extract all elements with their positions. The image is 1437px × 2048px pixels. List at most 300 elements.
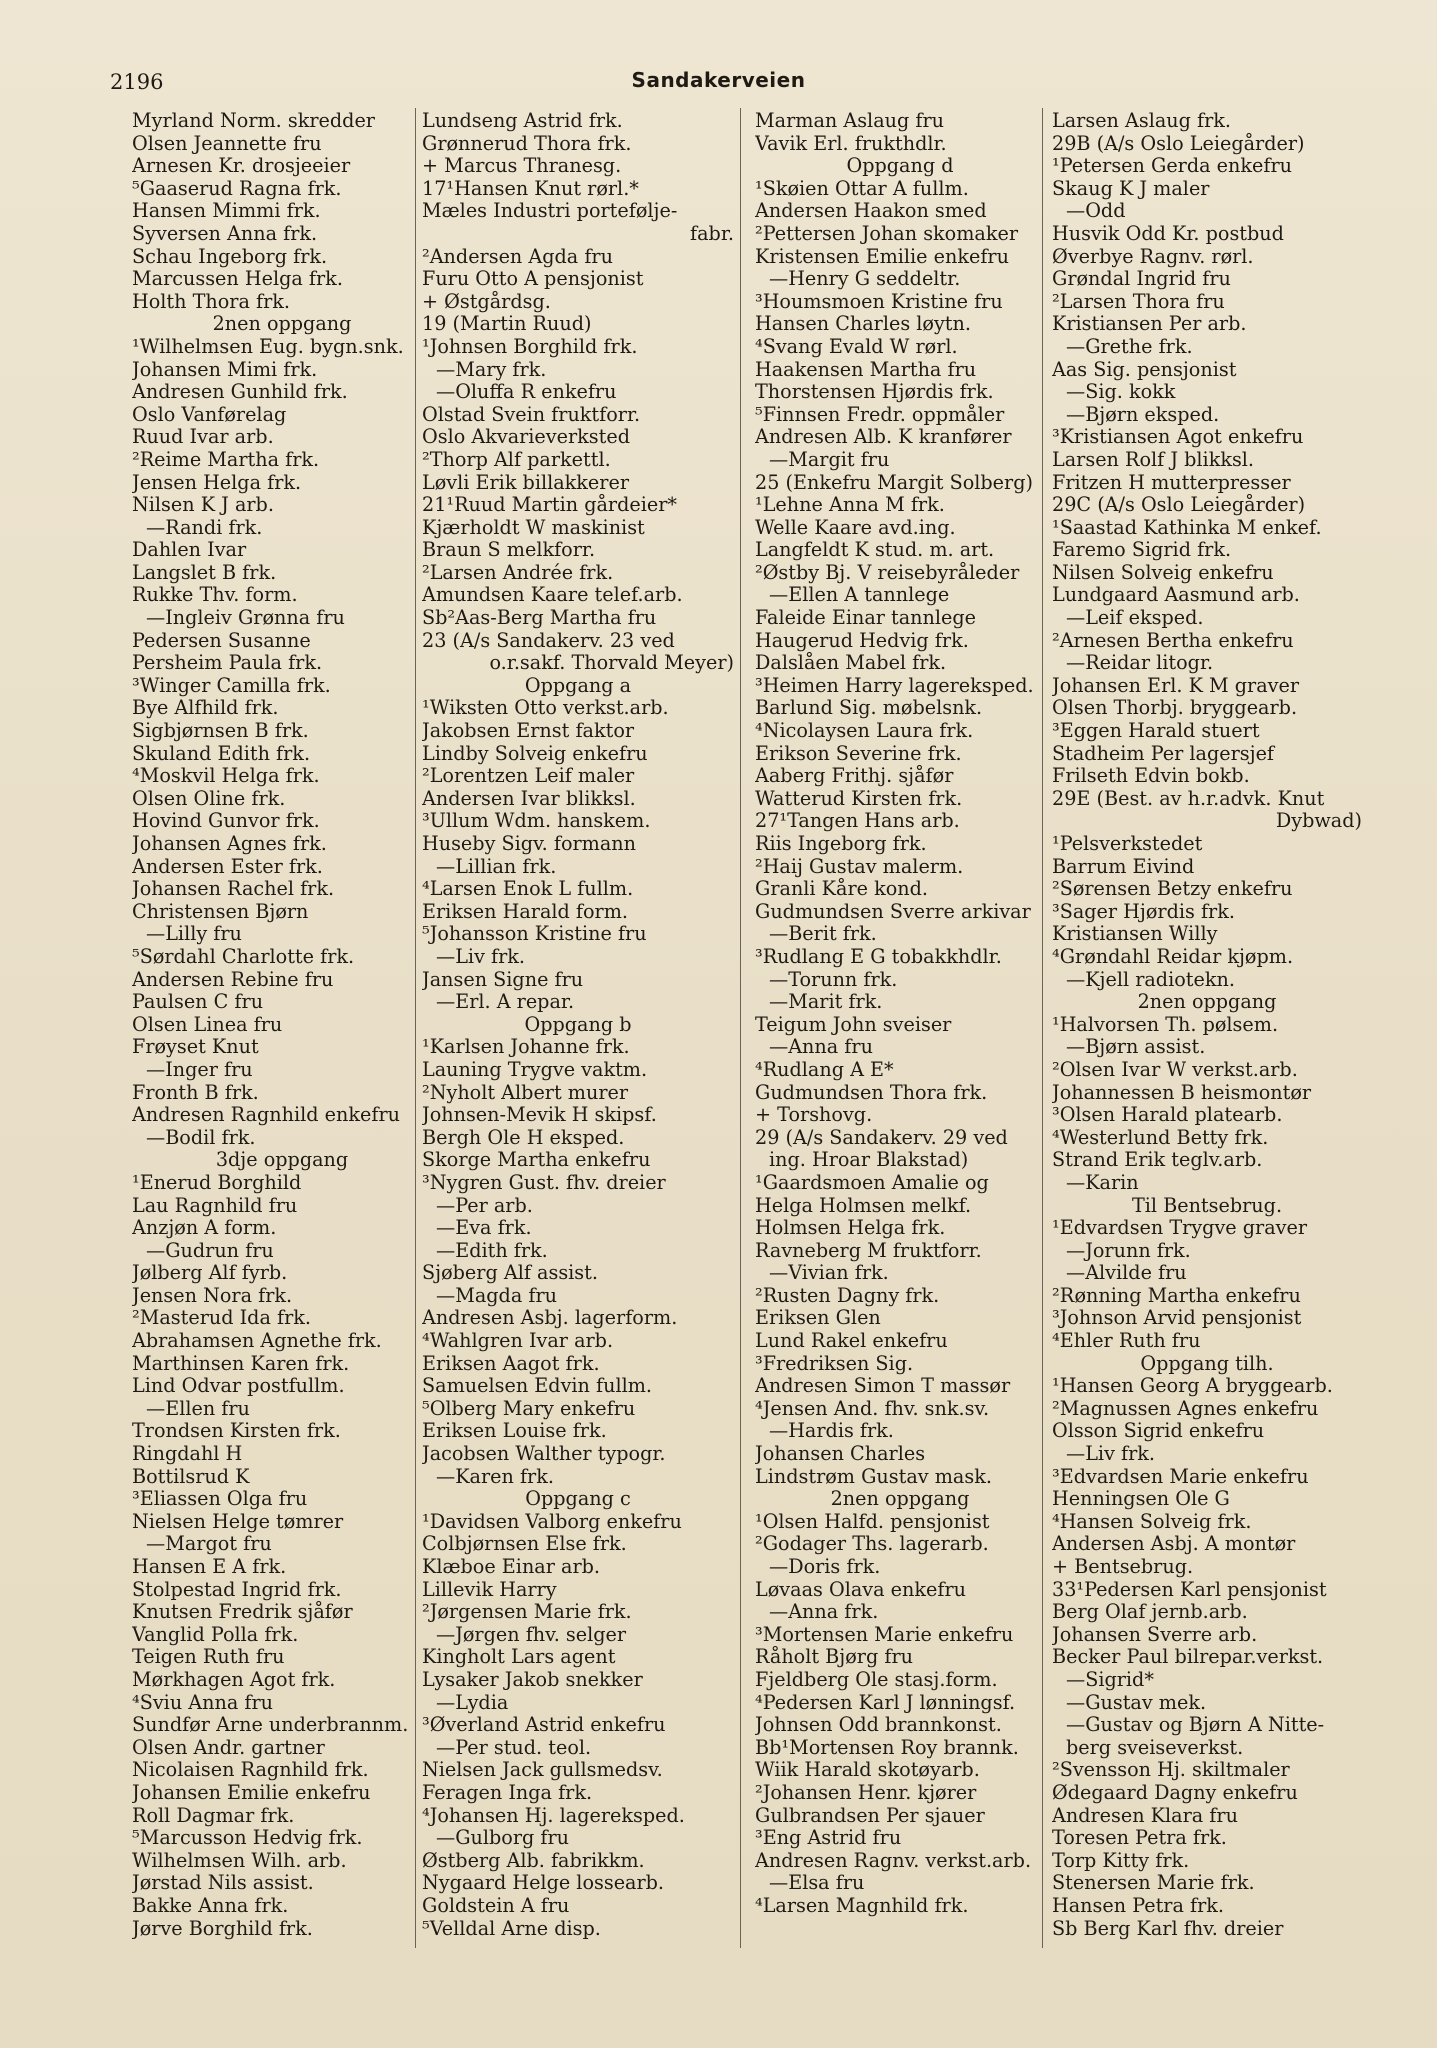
directory-entry: Jensen Nora frk. <box>132 1284 293 1307</box>
directory-entry: ²Østby Bj. V reisebyråleder <box>755 561 1020 584</box>
directory-entry: Hansen Charles løytn. <box>755 313 971 336</box>
directory-entry: Watterud Kirsten frk. <box>755 787 963 810</box>
directory-entry: ¹Edvardsen Trygve graver <box>1052 1217 1308 1240</box>
directory-entry: Haugerud Hedvig frk. <box>755 629 969 652</box>
directory-entry: Jacobsen Walther typogr. <box>422 1443 666 1466</box>
directory-entry: Erikson Severine frk. <box>755 742 962 765</box>
directory-entry: 17¹Hansen Knut rørl.* <box>422 177 639 200</box>
directory-entry: ³Johnson Arvid pensjonist <box>1052 1307 1302 1330</box>
directory-entry: ¹Petersen Gerda enkefru <box>1052 155 1292 178</box>
directory-entry: Til Bentsebrug. <box>1131 1194 1283 1217</box>
directory-entry: Toresen Petra frk. <box>1052 1827 1227 1850</box>
directory-entry: Frøyset Knut <box>132 1036 259 1059</box>
directory-entry: ²Olsen Ivar W verkst.arb. <box>1052 1058 1298 1081</box>
directory-entry: ⁴Larsen Enok L fullm. <box>422 878 634 901</box>
directory-entry: Vanglid Polla frk. <box>132 1623 299 1646</box>
directory-entry: Olstad Svein fruktforr. <box>422 403 641 426</box>
directory-entry: ²Arnesen Bertha enkefru <box>1052 629 1294 652</box>
directory-entry: 2nen oppgang <box>212 313 352 336</box>
directory-entry: Launing Trygve vaktm. <box>422 1058 648 1081</box>
directory-entry: 25 (Enkefru Margit Solberg) <box>755 471 1033 494</box>
directory-entry: Wilhelmsen Wilh. arb. <box>132 1849 347 1872</box>
directory-entry: Hansen Mimmi frk. <box>132 200 321 223</box>
directory-entry: ³Kristiansen Agot enkefru <box>1052 426 1304 449</box>
directory-entry: Welle Kaare avd.ing. <box>755 516 956 539</box>
directory-entry: ⁵Marcusson Hedvig frk. <box>132 1827 363 1850</box>
directory-entry: 23 (A/s Sandakerv. 23 ved <box>422 629 675 652</box>
directory-entry: ²Jørgensen Marie frk. <box>422 1601 632 1624</box>
directory-entry: Kjærholdt W maskinist <box>422 516 645 539</box>
directory-entry: 27¹Tangen Hans arb. <box>755 810 960 833</box>
directory-entry: ²Thorp Alf parkettl. <box>422 448 611 471</box>
directory-entry: —Hardis frk. <box>769 1420 894 1443</box>
directory-entry: Lindby Solveig enkefru <box>422 742 648 765</box>
directory-entry: Ravneberg M fruktforr. <box>755 1239 982 1262</box>
directory-entry: Oppgang a <box>524 674 632 697</box>
directory-entry: ¹Pelsverkstedet <box>1052 833 1203 855</box>
directory-entry: Olsen Thorbj. bryggearb. <box>1052 697 1298 720</box>
directory-entry: Johansen Agnes frk. <box>132 833 327 855</box>
directory-entry: Helga Holmsen melkf. <box>755 1194 972 1217</box>
directory-entry: ⁴Wahlgren Ivar arb. <box>422 1330 614 1353</box>
directory-entry: Andresen Alb. K kranfører <box>755 426 1012 449</box>
directory-entry: Øverbye Ragnv. rørl. <box>1052 245 1254 268</box>
directory-entry: ⁵Sørdahl Charlotte frk. <box>132 945 355 968</box>
directory-entry: Marcussen Helga frk. <box>132 268 343 291</box>
directory-entry: —Margot fru <box>146 1533 272 1556</box>
directory-entry: ¹Enerud Borghild <box>132 1171 302 1194</box>
directory-column-1 <box>132 110 432 1940</box>
directory-entry: Andersen Asbj. A montør <box>1052 1533 1296 1556</box>
directory-entry: ²Svensson Hj. skiltmaler <box>1052 1759 1290 1782</box>
directory-entry: Lindstrøm Gustav mask. <box>755 1465 992 1488</box>
directory-entry: 2nen oppgang <box>1137 991 1277 1014</box>
directory-entry: Kristiansen Per arb. <box>1052 313 1247 336</box>
directory-entry: Olsen Jeannette fru <box>132 132 322 155</box>
directory-entry: Lau Ragnhild fru <box>132 1194 298 1217</box>
directory-entry: Andersen Rebine fru <box>132 968 334 991</box>
directory-entry: Johnsen-Mevik H skipsf. <box>422 1104 657 1127</box>
directory-entry: Olsen Linea fru <box>132 1013 283 1036</box>
directory-entry: ⁴Nicolaysen Laura frk. <box>755 720 974 743</box>
directory-entry: Teigum John sveiser <box>755 1013 952 1036</box>
directory-entry: 33¹Pedersen Karl pensjonist <box>1052 1578 1327 1601</box>
directory-entry: Andersen Ivar blikksl. <box>422 787 636 810</box>
directory-entry: Barrum Eivind <box>1052 855 1195 878</box>
directory-entry: Barlund Sig. møbelsnk. <box>755 697 983 720</box>
directory-entry: Goldstein A fru <box>422 1894 570 1917</box>
page-number: 2196 <box>110 70 164 94</box>
directory-entry: ²Haij Gustav malerm. <box>755 855 964 878</box>
directory-entry: ⁴Westerlund Betty frk. <box>1052 1126 1269 1149</box>
directory-entry: Riis Ingeborg frk. <box>755 833 927 855</box>
directory-entry: Skorge Martha enkefru <box>422 1149 651 1172</box>
directory-entry: —Randi frk. <box>146 516 263 539</box>
directory-entry: ³Houmsmoen Kristine fru <box>755 290 1003 313</box>
directory-entry: —Vivian frk. <box>769 1262 889 1285</box>
directory-entry: Oppgang d <box>846 155 954 178</box>
directory-entry: ³Eliassen Olga fru <box>132 1488 308 1511</box>
directory-entry: —Henry G seddeltr. <box>769 268 961 291</box>
directory-entry: Sigbjørnsen B frk. <box>132 720 309 743</box>
directory-entry: ²Reime Martha frk. <box>132 448 320 471</box>
directory-entry: Marman Aslaug fru <box>755 110 944 132</box>
directory-column-3 <box>755 110 1045 1918</box>
directory-entry: Roll Dagmar frk. <box>132 1804 295 1827</box>
directory-entry: Lundseng Astrid frk. <box>422 110 623 132</box>
directory-entry: Samuelsen Edvin fullm. <box>422 1375 653 1398</box>
directory-entry: Skuland Edith frk. <box>132 742 311 765</box>
directory-entry: Abrahamsen Agnethe frk. <box>132 1330 382 1353</box>
directory-entry: —Eva frk. <box>436 1217 532 1240</box>
directory-entry: ¹Johnsen Borghild frk. <box>422 335 638 358</box>
directory-entry: ³Edvardsen Marie enkefru <box>1052 1465 1309 1488</box>
directory-entry: ⁵Velldal Arne disp. <box>422 1917 601 1940</box>
directory-entry: —Leif eksped. <box>1066 607 1204 630</box>
directory-entry: Andresen Klara fru <box>1052 1804 1238 1827</box>
directory-entry: —Gustav mek. <box>1066 1691 1207 1714</box>
directory-entry: Fjeldberg Ole stasj.form. <box>755 1668 998 1691</box>
directory-entry: Eriksen Louise frk. <box>422 1420 607 1443</box>
directory-entry: Løvaas Olava enkefru <box>755 1578 966 1601</box>
directory-entry: —Bjørn assist. <box>1066 1036 1206 1059</box>
directory-entry: —Lillian frk. <box>436 855 557 878</box>
directory-entry: Sb Berg Karl fhv. dreier <box>1052 1917 1284 1940</box>
directory-entry: Teigen Ruth fru <box>132 1646 285 1669</box>
directory-entry: Johannessen B heismontør <box>1052 1081 1312 1104</box>
directory-entry: ³Fredriksen Sig. <box>755 1352 914 1375</box>
directory-entry: ³Eng Astrid fru <box>755 1827 902 1850</box>
directory-entry: Mæles Industri portefølje- <box>422 200 678 223</box>
directory-entry: Dalslåen Mabel frk. <box>755 652 947 675</box>
directory-entry: Paulsen C fru <box>132 991 264 1014</box>
directory-entry: Larsen Rolf J blikksl. <box>1052 448 1255 471</box>
directory-entry: Aas Sig. pensjonist <box>1052 358 1237 381</box>
directory-entry: Berg Olaf jernb.arb. <box>1052 1601 1248 1624</box>
directory-entry: —Inger fru <box>146 1058 253 1081</box>
directory-entry: Langfeldt K stud. m. art. <box>755 539 995 562</box>
directory-entry: ³Winger Camilla frk. <box>132 674 331 697</box>
directory-entry: 29E (Best. av h.r.advk. Knut <box>1052 787 1325 810</box>
directory-entry: Oppgang b <box>524 1013 632 1036</box>
directory-entry: Wiik Harald skotøyarb. <box>755 1759 980 1782</box>
directory-entry: Rukke Thv. form. <box>132 584 298 607</box>
directory-entry: Sundfør Arne underbrannm. <box>132 1714 409 1737</box>
directory-entry: Løvli Erik billakkerer <box>422 471 629 494</box>
directory-entry: Larsen Aslaug frk. <box>1052 110 1232 132</box>
directory-entry: 3dje oppgang <box>215 1149 349 1172</box>
directory-entry: —Anna fru <box>769 1036 873 1059</box>
directory-entry: —Erl. A repar. <box>436 991 575 1014</box>
directory-entry: Ringdahl H <box>132 1443 243 1466</box>
directory-entry: Nielsen Helge tømrer <box>132 1510 344 1533</box>
directory-entry: —Karin <box>1066 1171 1139 1194</box>
directory-entry: —Oluffa R enkefru <box>436 381 617 404</box>
directory-entry: ²Rønning Martha enkefru <box>1052 1284 1301 1307</box>
directory-entry: —Magda fru <box>436 1284 558 1307</box>
directory-entry: Jørstad Nils assist. <box>132 1872 314 1895</box>
directory-entry: + Marcus Thranesg. <box>422 155 622 178</box>
directory-entry: 2nen oppgang <box>830 1488 970 1511</box>
directory-entry: Eriksen Glen <box>755 1307 881 1330</box>
directory-entry: Andersen Haakon smed <box>755 200 987 223</box>
directory-entry: ²Larsen Thora fru <box>1052 290 1225 313</box>
directory-entry: —Gulborg fru <box>436 1827 570 1850</box>
directory-entry: Nielsen Jack gullsmedsv. <box>422 1759 663 1782</box>
directory-entry: ²Pettersen Johan skomaker <box>755 222 1019 245</box>
directory-entry: ¹Karlsen Johanne frk. <box>422 1036 630 1059</box>
directory-entry: Andersen Ester frk. <box>132 855 323 878</box>
directory-entry: Grønnerud Thora frk. <box>422 132 632 155</box>
directory-entry: Kristiansen Willy <box>1052 923 1218 946</box>
directory-column-4 <box>1052 110 1362 1940</box>
directory-entry: Oppgang tilh. <box>1140 1352 1274 1375</box>
directory-entry: —Ellen A tannlege <box>769 584 950 607</box>
directory-entry: Ruud Ivar arb. <box>132 426 274 449</box>
directory-entry: Ødegaard Dagny enkefru <box>1052 1781 1298 1804</box>
directory-entry: Østberg Alb. fabrikkm. <box>422 1849 645 1872</box>
directory-entry: ¹Saastad Kathinka M enkef. <box>1052 516 1322 539</box>
directory-entry: Klæboe Einar arb. <box>422 1556 600 1578</box>
directory-entry: Johnsen Odd brannkonst. <box>755 1714 1002 1737</box>
directory-entry: Jensen Helga frk. <box>132 471 302 494</box>
directory-entry: Huseby Sigv. formann <box>422 833 637 855</box>
directory-entry: ⁴Ehler Ruth fru <box>1052 1330 1201 1353</box>
directory-entry: Henningsen Ole G <box>1052 1488 1230 1511</box>
directory-entry: fabr. <box>690 222 734 245</box>
directory-entry: + Østgårdsg. <box>422 290 551 313</box>
directory-entry: ⁴Grøndahl Reidar kjøpm. <box>1052 945 1294 968</box>
directory-entry: ²Magnussen Agnes enkefru <box>1052 1397 1319 1420</box>
directory-entry: Johansen Charles <box>755 1443 926 1466</box>
directory-entry: —Grethe frk. <box>1066 335 1193 358</box>
directory-entry: ⁵Gaaserud Ragna frk. <box>132 177 342 200</box>
directory-entry: Knutsen Fredrik sjåfør <box>132 1601 353 1624</box>
directory-entry: Johansen Erl. K M graver <box>1052 674 1300 697</box>
directory-entry: —Odd <box>1066 200 1126 223</box>
directory-entry: ³Øverland Astrid enkefru <box>422 1714 666 1737</box>
directory-entry: Schau Ingeborg frk. <box>132 245 328 268</box>
directory-entry: Aaberg Frithj. sjåfør <box>755 765 954 788</box>
directory-entry: ³Heimen Harry lagereksped. <box>755 674 1034 697</box>
directory-entry: ¹Wiksten Otto verkst.arb. <box>422 697 669 720</box>
directory-entry: Becker Paul bilrepar.verkst. <box>1052 1646 1324 1669</box>
directory-entry: —Torunn frk. <box>769 968 898 991</box>
directory-entry: ²Andersen Agda fru <box>422 245 613 268</box>
directory-entry: Andresen Gunhild frk. <box>132 381 348 404</box>
directory-entry: ⁴Jensen And. fhv. snk.sv. <box>755 1397 990 1420</box>
directory-entry: ²Johansen Henr. kjører <box>755 1781 977 1804</box>
directory-entry: Furu Otto A pensjonist <box>422 268 644 291</box>
directory-entry: ¹Halvorsen Th. pølsem. <box>1052 1013 1279 1036</box>
column-divider <box>740 108 741 1948</box>
directory-entry: ⁴Svang Evald W rørl. <box>755 335 958 358</box>
directory-entry: Stadheim Per lagersjef <box>1052 742 1275 765</box>
directory-entry: Vavik Erl. frukthdlr. <box>755 132 947 155</box>
directory-entry: + Bentsebrug. <box>1052 1556 1194 1578</box>
directory-entry: Gudmundsen Sverre arkivar <box>755 900 1031 923</box>
directory-entry: 29 (A/s Sandakerv. 29 ved <box>755 1126 1008 1149</box>
directory-entry: —Doris frk. <box>769 1556 881 1578</box>
directory-entry: Syversen Anna frk. <box>132 222 318 245</box>
directory-entry: ⁴Moskvil Helga frk. <box>132 765 320 788</box>
directory-entry: Lund Rakel enkefru <box>755 1330 948 1353</box>
directory-entry: —Jorunn frk. <box>1066 1239 1191 1262</box>
directory-entry: Jakobsen Ernst faktor <box>422 720 635 743</box>
directory-entry: ²Larsen Andrée frk. <box>422 561 614 584</box>
directory-entry: Persheim Paula frk. <box>132 652 323 675</box>
directory-entry: Andresen Ragnhild enkefru <box>132 1104 400 1127</box>
directory-entry: Arnesen Kr. drosjeeier <box>132 155 351 178</box>
directory-entry: ²Nyholt Albert murer <box>422 1081 629 1104</box>
directory-entry: Feragen Inga frk. <box>422 1781 593 1804</box>
directory-entry: o.r.sakf. Thorvald Meyer) <box>489 652 734 675</box>
directory-entry: 19 (Martin Ruud) <box>422 313 592 336</box>
directory-entry: Lillevik Harry <box>422 1578 557 1601</box>
directory-entry: —Sigrid* <box>1066 1668 1154 1691</box>
directory-entry: —Margit fru <box>769 448 890 471</box>
directory-entry: —Ellen fru <box>146 1397 250 1420</box>
directory-entry: Grøndal Ingrid fru <box>1052 268 1231 291</box>
directory-entry: —Per arb. <box>436 1194 533 1217</box>
directory-entry: Johansen Emilie enkefru <box>132 1781 371 1804</box>
directory-entry: Jølberg Alf fyrb. <box>132 1262 288 1285</box>
directory-entry: Oslo Vanførelag <box>132 403 287 426</box>
directory-entry: Trondsen Kirsten frk. <box>132 1420 341 1443</box>
directory-entry: —Ingleiv Grønna fru <box>146 607 345 630</box>
directory-entry: Andresen Asbj. lagerform. <box>422 1307 678 1330</box>
directory-entry: —Mary frk. <box>436 358 547 381</box>
directory-entry: Bakke Anna frk. <box>132 1894 289 1917</box>
directory-entry: Marthinsen Karen frk. <box>132 1352 350 1375</box>
directory-entry: Holth Thora frk. <box>132 290 291 313</box>
directory-entry: —Bodil frk. <box>146 1126 256 1149</box>
directory-entry: berg sveiseverkst. <box>1066 1736 1244 1759</box>
directory-entry: Lind Odvar postfullm. <box>132 1375 345 1398</box>
directory-entry: Bottilsrud K <box>132 1465 250 1488</box>
directory-entry: Gulbrandsen Per sjauer <box>755 1804 985 1827</box>
directory-entry: Torp Kitty frk. <box>1052 1849 1190 1872</box>
directory-entry: ³Nygren Gust. fhv. dreier <box>422 1171 666 1194</box>
directory-entry: Jansen Signe fru <box>422 968 584 991</box>
directory-entry: —Lydia <box>436 1691 509 1714</box>
directory-entry: Dybwad) <box>1275 810 1362 833</box>
directory-entry: Lundgaard Aasmund arb. <box>1052 584 1300 607</box>
directory-entry: Hansen E A frk. <box>132 1556 287 1578</box>
directory-entry: Johansen Sverre arb. <box>1052 1623 1258 1646</box>
directory-entry: ²Masterud Ida frk. <box>132 1307 312 1330</box>
directory-entry: Skaug K J maler <box>1052 177 1210 200</box>
directory-entry: Colbjørnsen Else frk. <box>422 1533 627 1556</box>
directory-entry: Myrland Norm. skredder <box>132 110 375 132</box>
directory-entry: Stolpestad Ingrid frk. <box>132 1578 342 1601</box>
directory-entry: ³Mortensen Marie enkefru <box>755 1623 1014 1646</box>
directory-entry: ¹Skøien Ottar A fullm. <box>755 177 969 200</box>
directory-entry: Langslet B frk. <box>132 561 277 584</box>
directory-entry: Bergh Ole H eksped. <box>422 1126 625 1149</box>
directory-entry: ¹Lehne Anna M frk. <box>755 494 945 517</box>
directory-entry: ³Ullum Wdm. hanskem. <box>422 810 651 833</box>
directory-entry: Strand Erik teglv.arb. <box>1052 1149 1263 1172</box>
directory-entry: Sb²Aas-Berg Martha fru <box>422 607 657 630</box>
directory-entry: ¹Wilhelmsen Eug. bygn.snk. <box>132 335 404 358</box>
directory-entry: —Marit frk. <box>769 991 883 1014</box>
directory-entry: 29B (A/s Oslo Leiegårder) <box>1052 132 1305 155</box>
directory-entry: —Per stud. teol. <box>436 1736 592 1759</box>
directory-entry: ¹Gaardsmoen Amalie og <box>755 1171 989 1194</box>
directory-entry: ing. Hroar Blakstad) <box>769 1149 969 1172</box>
directory-entry: Bb¹Mortensen Roy brannk. <box>755 1736 1019 1759</box>
directory-entry: Faleide Einar tannlege <box>755 607 977 630</box>
directory-entry: Jørve Borghild frk. <box>132 1917 313 1940</box>
directory-entry: —Alvilde fru <box>1066 1262 1187 1285</box>
directory-entry: Andresen Simon T massør <box>755 1375 1011 1398</box>
directory-entry: ¹Hansen Georg A bryggearb. <box>1052 1375 1333 1398</box>
directory-entry: Råholt Bjørg fru <box>755 1646 913 1669</box>
directory-entry: ⁴Sviu Anna fru <box>132 1691 274 1714</box>
directory-entry: ⁵Johansson Kristine fru <box>422 923 647 946</box>
directory-entry: 29C (A/s Oslo Leiegårder) <box>1052 494 1306 517</box>
directory-entry: —Lilly fru <box>146 923 242 946</box>
directory-entry: Kingholt Lars agent <box>422 1646 616 1669</box>
directory-entry: Oslo Akvarieverksted <box>422 426 630 449</box>
directory-entry: Nilsen Solveig enkefru <box>1052 561 1274 584</box>
directory-entry: Nilsen K J arb. <box>132 494 274 517</box>
directory-entry: Thorstensen Hjørdis frk. <box>755 381 994 404</box>
directory-entry: ¹Olsen Halfd. pensjonist <box>755 1510 990 1533</box>
directory-entry: Hansen Petra frk. <box>1052 1894 1225 1917</box>
directory-entry: ³Olsen Harald platearb. <box>1052 1104 1283 1127</box>
directory-entry: Nicolaisen Ragnhild frk. <box>132 1759 369 1782</box>
directory-entry: Sjøberg Alf assist. <box>422 1262 598 1285</box>
directory-entry: —Anna frk. <box>769 1601 879 1624</box>
directory-entry: —Bjørn eksped. <box>1066 403 1220 426</box>
directory-entry: —Liv frk. <box>436 945 526 968</box>
directory-entry: Fronth B frk. <box>132 1081 259 1104</box>
directory-entry: ³Eggen Harald stuert <box>1052 720 1260 743</box>
directory-entry: Gudmundsen Thora frk. <box>755 1081 988 1104</box>
directory-entry: ²Godager Ths. lagerarb. <box>755 1533 989 1556</box>
directory-entry: Pedersen Susanne <box>132 629 311 652</box>
directory-entry: ²Lorentzen Leif maler <box>422 765 635 788</box>
directory-entry: Johansen Mimi frk. <box>132 358 318 381</box>
directory-entry: —Gudrun fru <box>146 1239 274 1262</box>
directory-entry: Eriksen Aagot frk. <box>422 1352 600 1375</box>
directory-column-2 <box>422 110 734 1940</box>
directory-entry: Granli Kåre kond. <box>755 878 928 901</box>
directory-entry: Faremo Sigrid frk. <box>1052 539 1232 562</box>
directory-entry: —Edith frk. <box>436 1239 548 1262</box>
directory-entry: Johansen Rachel frk. <box>132 878 335 901</box>
directory-entry: ⁵Olberg Mary enkefru <box>422 1397 636 1420</box>
directory-entry: Braun S melkforr. <box>422 539 596 562</box>
directory-entry: Holmsen Helga frk. <box>755 1217 946 1240</box>
page-title: Sandakerveien <box>631 68 806 92</box>
directory-entry: —Berit frk. <box>769 923 877 946</box>
directory-entry: ⁴Johansen Hj. lagereksped. <box>422 1804 685 1827</box>
directory-entry: —Elsa fru <box>769 1872 865 1895</box>
directory-entry: Hovind Gunvor frk. <box>132 810 320 833</box>
directory-entry: —Karen frk. <box>436 1465 554 1488</box>
directory-entry: Nygaard Helge lossearb. <box>422 1872 665 1895</box>
directory-entry: Andresen Ragnv. verkst.arb. <box>755 1849 1032 1872</box>
directory-entry: ³Sager Hjørdis frk. <box>1052 900 1235 923</box>
directory-entry: Kristensen Emilie enkefru <box>755 245 1009 268</box>
directory-entry: ⁴Larsen Magnhild frk. <box>755 1894 969 1917</box>
directory-entry: Oppgang c <box>525 1488 631 1511</box>
directory-entry: ¹Davidsen Valborg enkefru <box>422 1510 682 1533</box>
directory-entry: ³Rudlang E G tobakkhdlr. <box>755 945 1002 968</box>
